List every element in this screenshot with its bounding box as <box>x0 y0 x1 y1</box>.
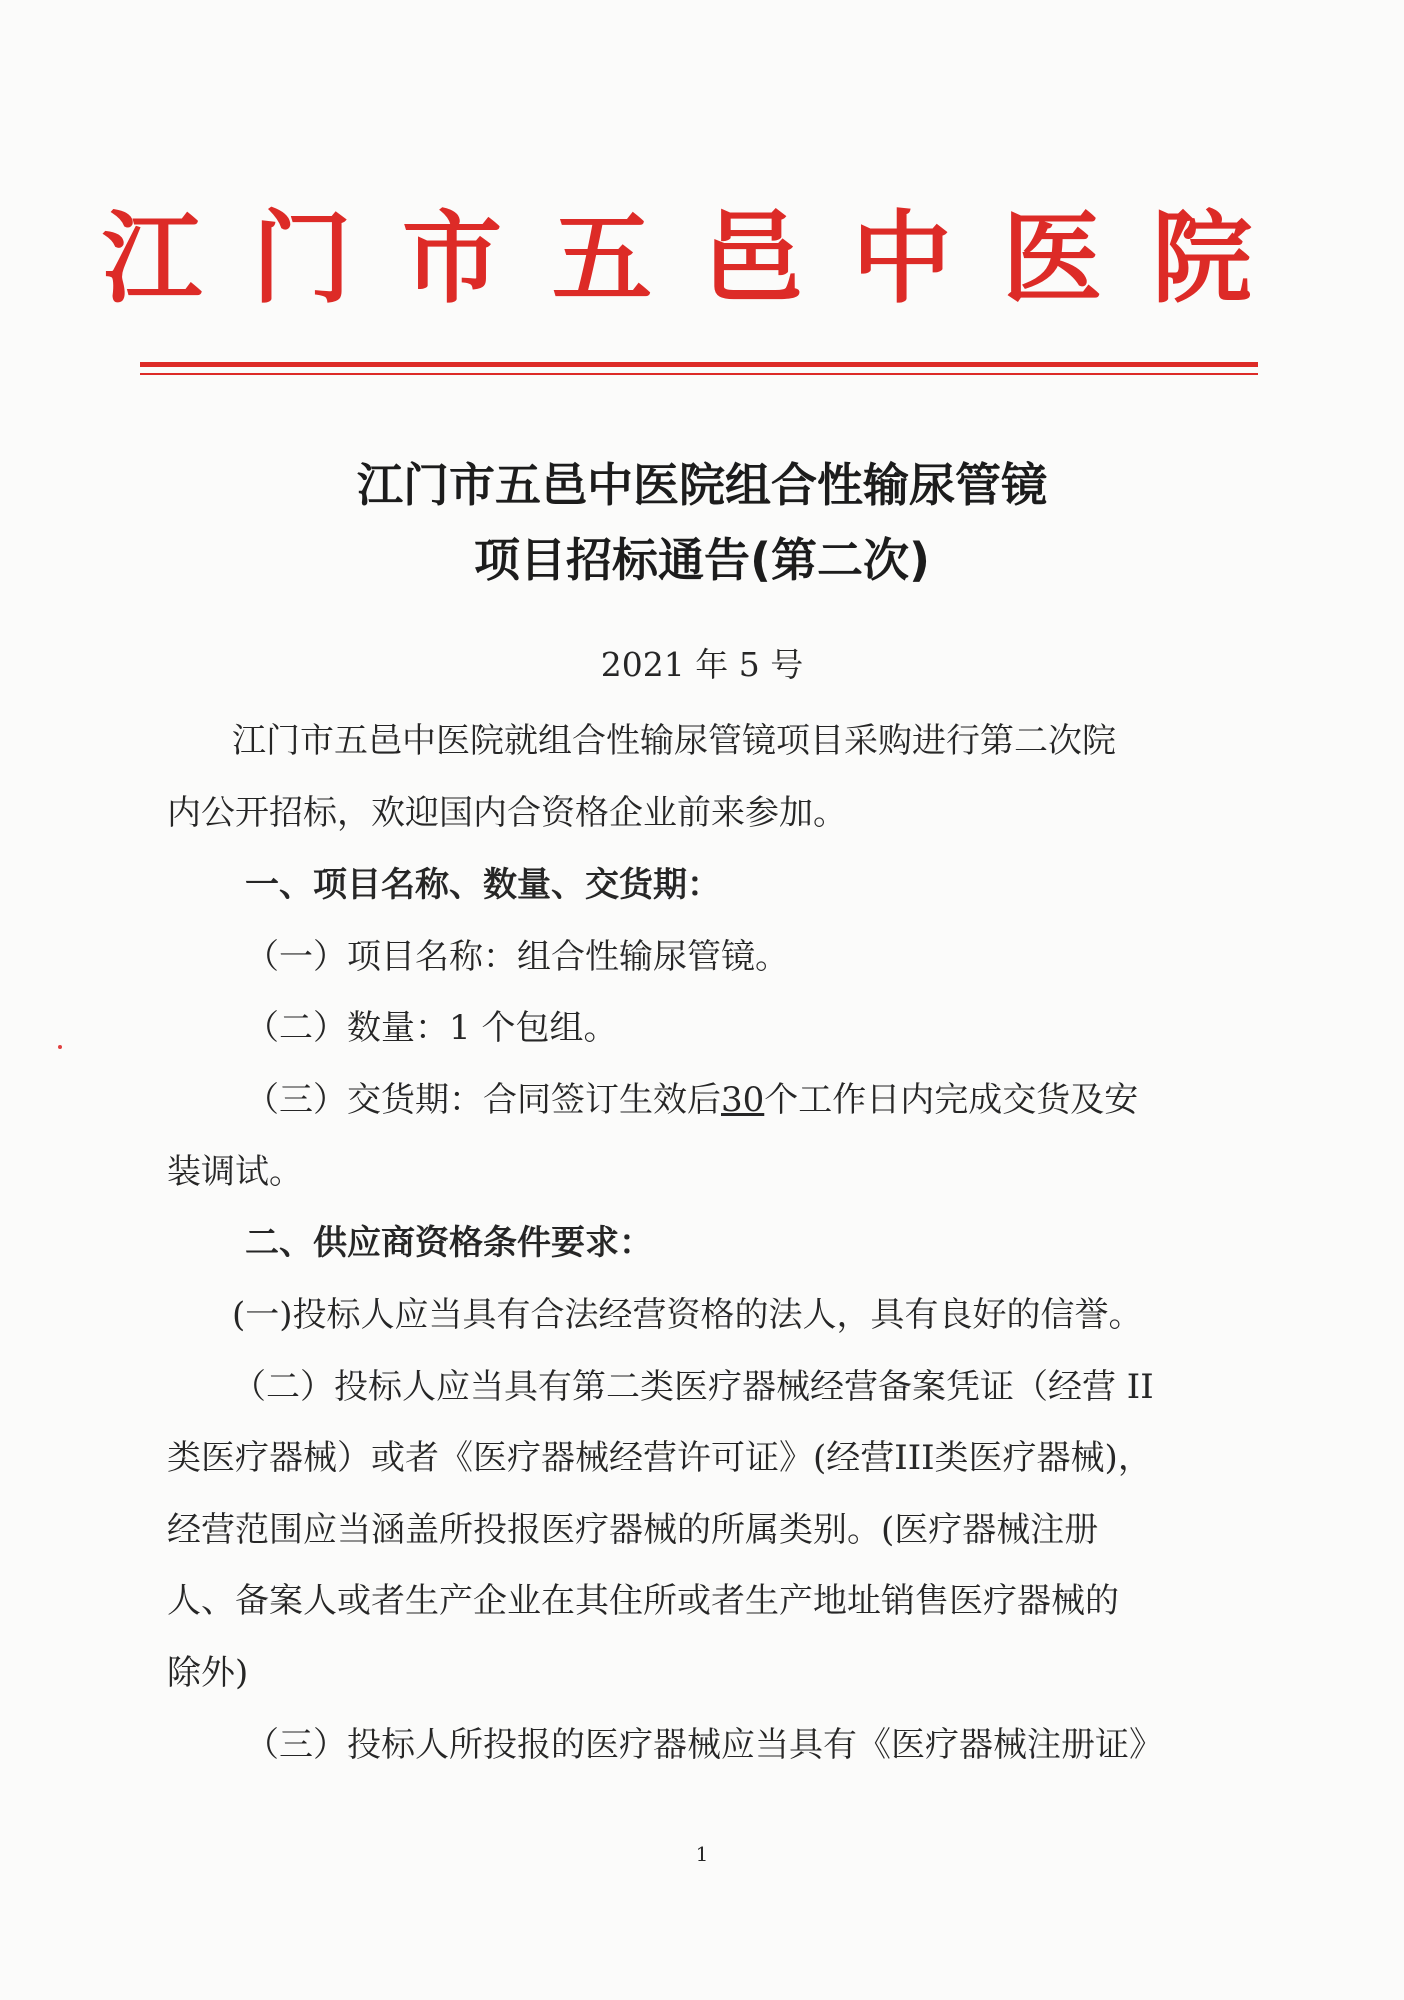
document-title-line2: 项目招标通告(第二次) <box>473 533 931 587</box>
s1-item1: （一）项目名称：组合性输尿管镜。 <box>245 937 789 977</box>
s1-item3-text-b: 个工作日内完成交货及安 <box>764 1080 1139 1120</box>
s2-item2-line4: 人、备案人或者生产企业在其住所或者生产地址销售医疗器械的 <box>167 1581 1119 1621</box>
s2-item2-line2: 类医疗器械）或者《医疗器械经营许可证》(经营III类医疗器械)， <box>167 1438 1152 1478</box>
document-number: 2021 年 5 号 <box>600 645 804 684</box>
section2-heading: 二、供应商资格条件要求： <box>245 1223 653 1263</box>
s2-item2-line1: （二）投标人应当具有第二类医疗器械经营备案凭证（经营 II <box>232 1367 1154 1407</box>
intro-line1: 江门市五邑中医院就组合性输尿管镜项目采购进行第二次院 <box>232 721 1116 761</box>
s2-item2-line3: 经营范围应当涵盖所投报医疗器械的所属类别。(医疗器械注册 <box>167 1510 1099 1550</box>
page-number: 1 <box>695 1842 709 1866</box>
scan-speck <box>58 1045 62 1049</box>
s1-item3-text-a: （三）交货期：合同签订生效后 <box>245 1080 721 1120</box>
s1-item3 <box>245 1075 1320 1125</box>
letterhead-rule-thick <box>140 362 1258 367</box>
s2-item1: (一)投标人应当具有合法经营资格的法人，具有良好的信誉。 <box>232 1295 1143 1335</box>
s2-item2-line5: 除外) <box>167 1653 249 1693</box>
letterhead-title: 江门市五邑中医院 <box>102 199 1302 317</box>
s1-item2: （二）数量：1 个包组。 <box>245 1008 618 1048</box>
intro-line2: 内公开招标，欢迎国内合资格企业前来参加。 <box>167 793 847 833</box>
letterhead-rule-thin <box>140 373 1258 375</box>
s2-item3: （三）投标人所投报的医疗器械应当具有《医疗器械注册证》 <box>245 1725 1163 1765</box>
document-title-line1: 江门市五邑中医院组合性输尿管镜 <box>357 458 1047 512</box>
section1-heading: 一、项目名称、数量、交货期： <box>245 865 721 905</box>
s1-item3-days: 30 <box>721 1080 765 1120</box>
s1-item3-continued: 装调试。 <box>167 1152 303 1192</box>
